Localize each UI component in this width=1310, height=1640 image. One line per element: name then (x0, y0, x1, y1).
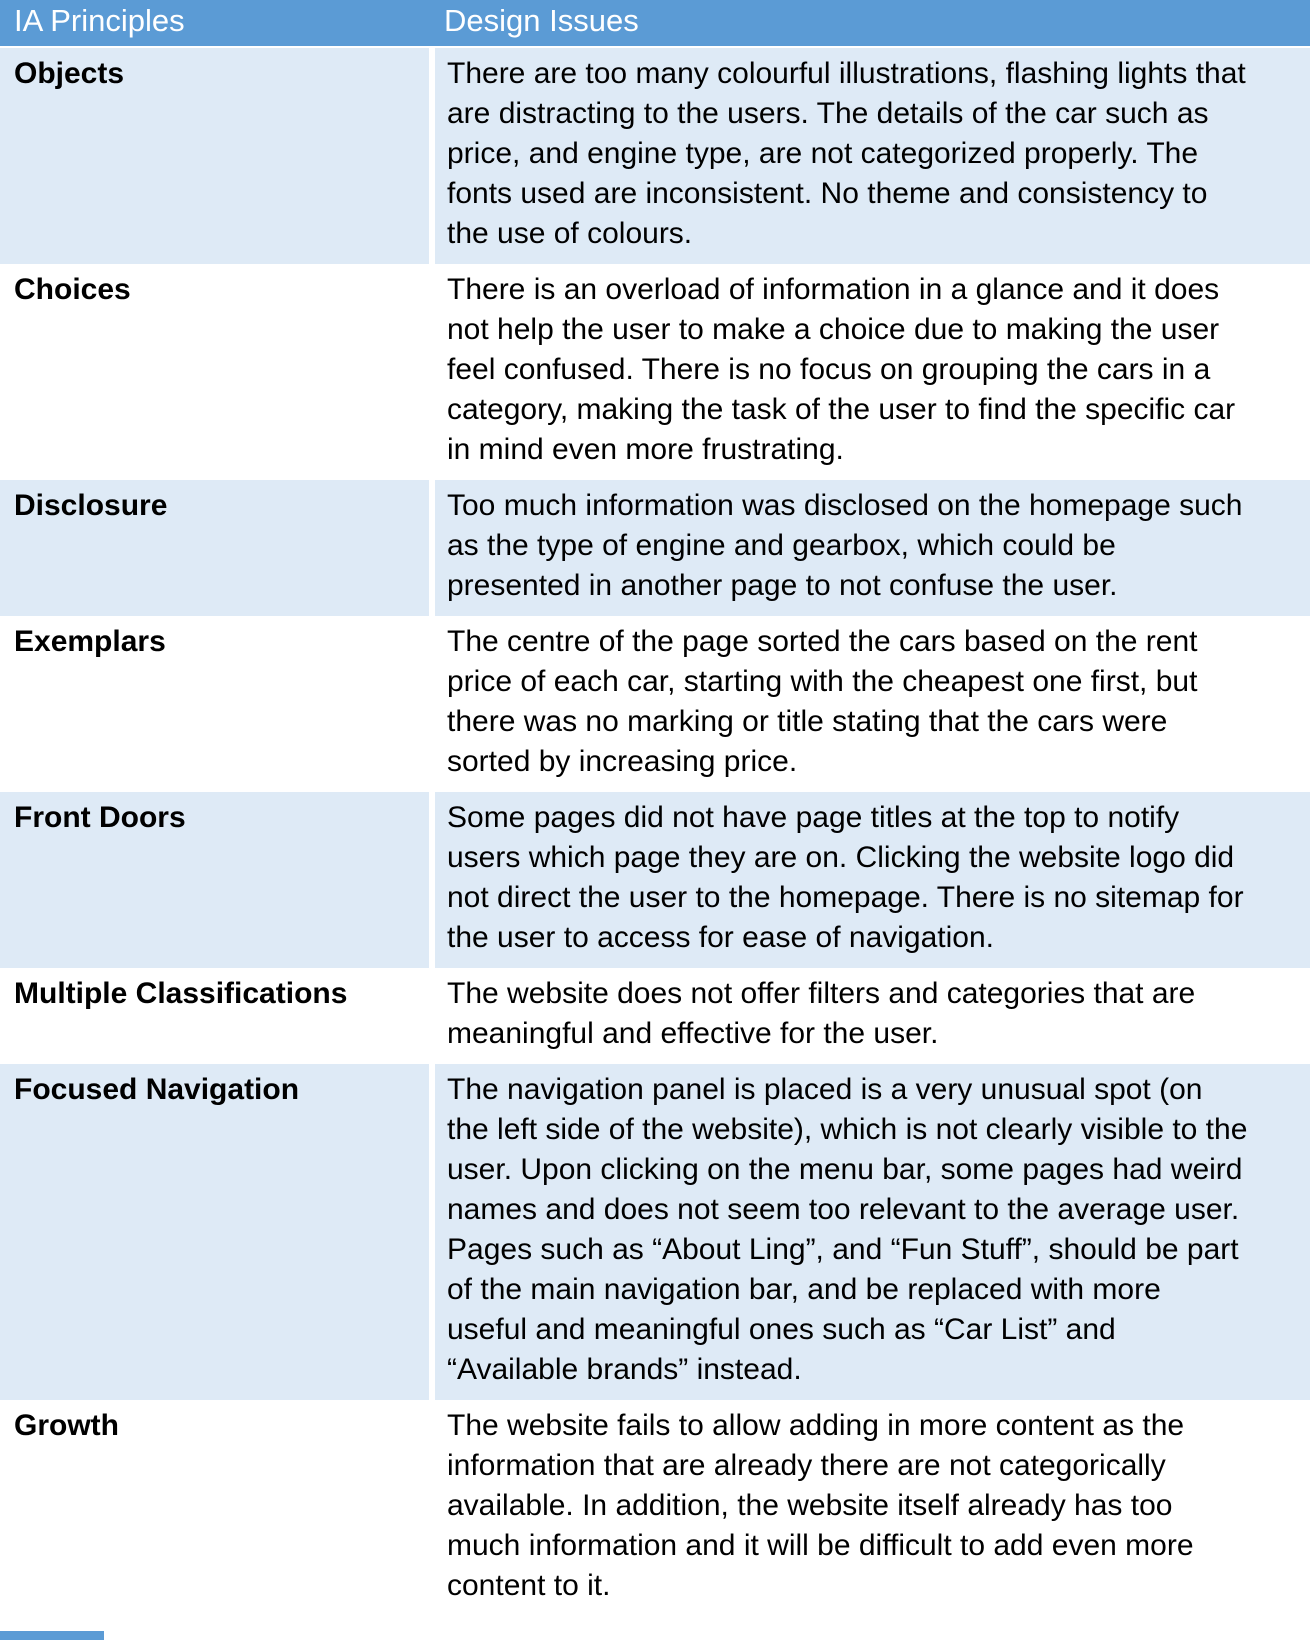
issue-cell: The navigation panel is placed is a very unusual spot (on the left side of the website), which is not clearly visible to the user. Upon clicking on the menu bar, some pages had weird names and does not seem too relevant to the average user. Pages such as “About Ling”, and “Fun Stuff”, should be part of the main navigation bar, and be replaced with more useful and meaningful ones such as “Car List” and “Available brands” instead. (447, 1073, 1248, 1386)
issue-cell: There are too many colourful illustrations, flashing lights that are distracting to the users. The details of the car such as price, and engine type, are not categorized properly. The fonts used are inconsistent. No theme and consistency to the use of colours. (447, 57, 1246, 250)
table-row (0, 264, 1310, 480)
issue-cell: The website fails to allow adding in more content as the information that are already there are not categorically available. In addition, the website itself already has too much information and it will be difficult to add even more content to it. (447, 1409, 1194, 1602)
table-header-row (0, 0, 1310, 47)
table-body (0, 47, 1310, 1616)
table-row (0, 47, 1310, 264)
issue-cell: The website does not offer filters and categories that are meaningful and effective for the user. (447, 977, 1196, 1050)
principle-cell: Choices (0, 264, 432, 480)
table-row (0, 792, 1310, 968)
principle-cell: Focused Navigation (0, 1064, 432, 1400)
principle-cell: Front Doors (0, 792, 432, 968)
principle-cell: Objects (0, 47, 432, 264)
table-row (0, 480, 1310, 616)
header-ia-principles: IA Principles (0, 0, 432, 47)
table-row (0, 1064, 1310, 1400)
header-design-issues: Design Issues (432, 0, 1310, 47)
issue-cell: Too much information was disclosed on the homepage such as the type of engine and gearbox, which could be presented in another page to not confuse the user. (447, 489, 1243, 602)
table-row (0, 616, 1310, 792)
table-row (0, 1400, 1310, 1616)
issue-cell: There is an overload of information in a glance and it does not help the user to make a choice due to making the user feel confused. There is no focus on grouping the cars in a category, making the task of the user to find the specific car in mind even more frustrating. (447, 273, 1236, 466)
table-row (0, 968, 1310, 1064)
issue-cell: Some pages did not have page titles at the top to notify users which page they are on. Clicking the website logo did not direct the user to the homepage. There is no sitemap for the user to access for ease of navigation. (447, 801, 1244, 954)
cropped-content-below-table (0, 1631, 104, 1640)
issue-cell: The centre of the page sorted the cars based on the rent price of each car, starting with the cheapest one first, but there was no marking or title stating that the cars were sorted by increasing price. (447, 625, 1198, 778)
principle-cell: Exemplars (0, 616, 432, 792)
principle-cell: Disclosure (0, 480, 432, 616)
principle-cell: Growth (0, 1400, 432, 1616)
principle-cell: Multiple Classifications (0, 968, 432, 1064)
